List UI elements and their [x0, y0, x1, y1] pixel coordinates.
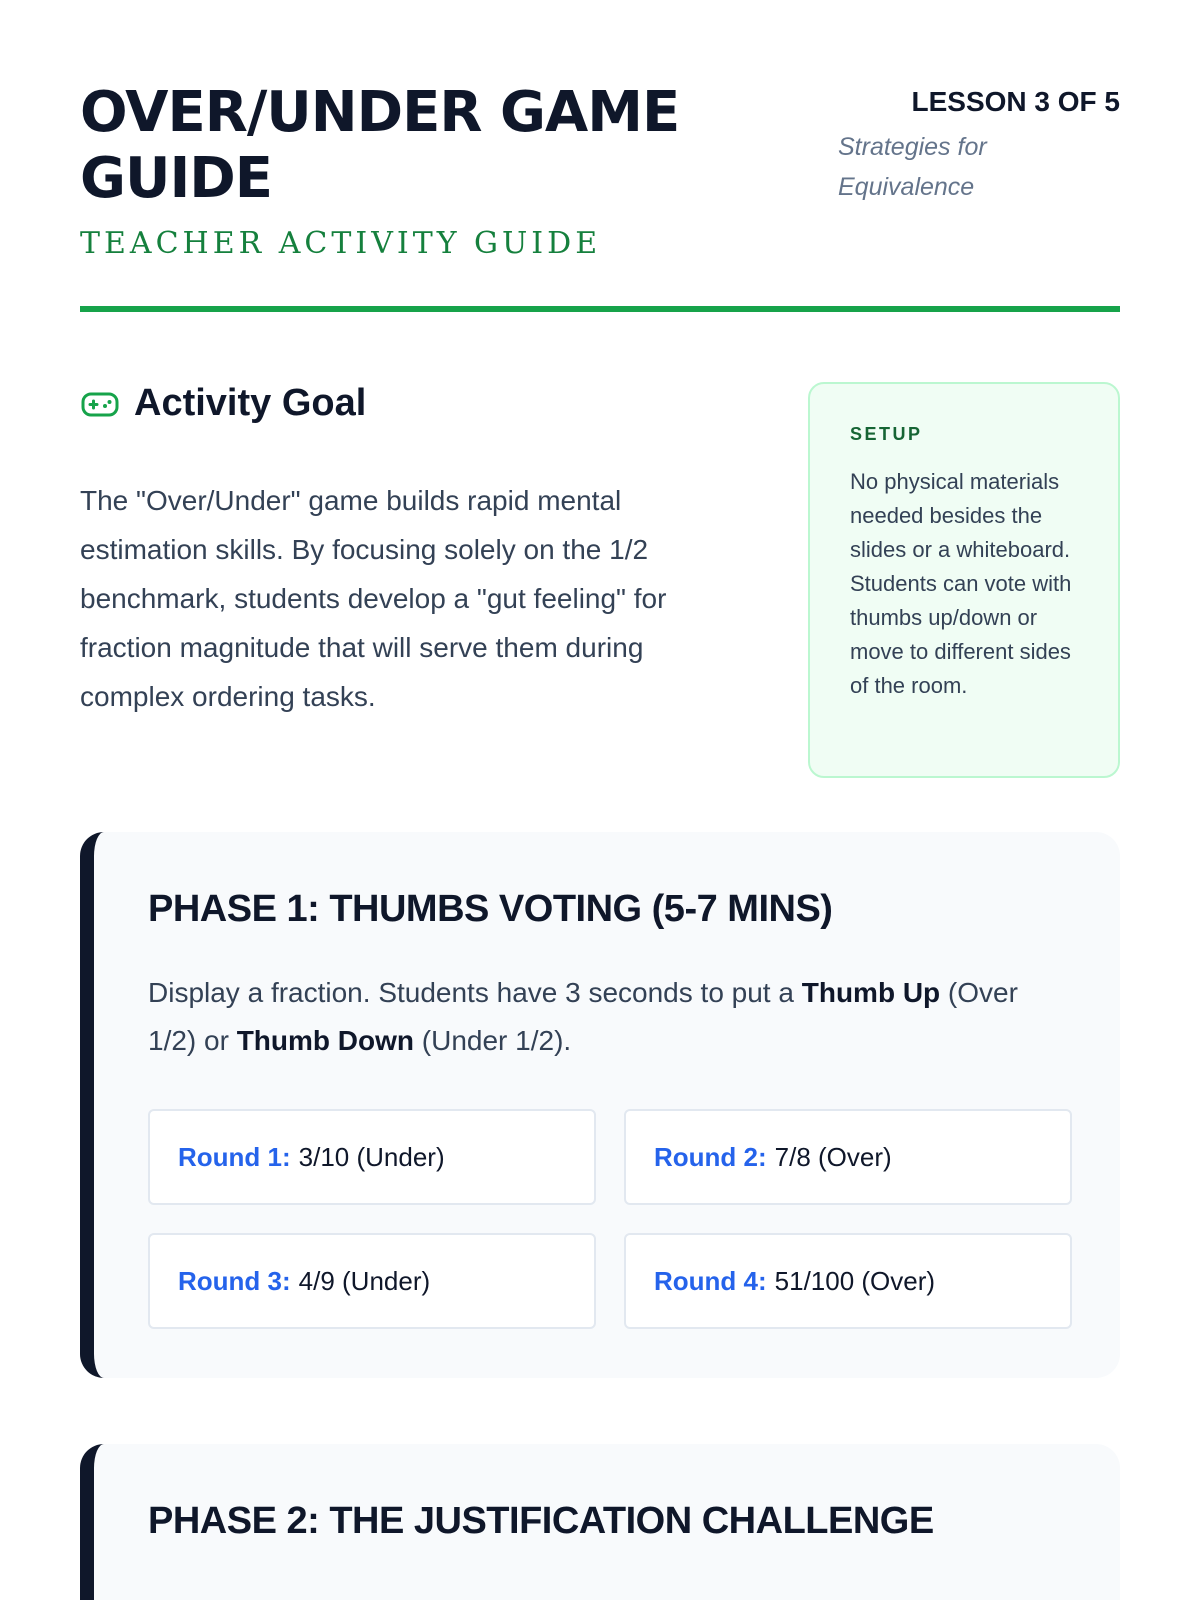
gamepad-icon [80, 384, 120, 424]
phase-1-desc-text: (Under 1/2). [414, 1025, 572, 1056]
lesson-number: LESSON 3 OF 5 [911, 86, 1120, 117]
phase-1-title: PHASE 1: THUMBS VOTING (5-7 MINS) [148, 888, 833, 930]
round-value: 51/100 (Over) [774, 1265, 936, 1296]
phase-1-desc-text: Display a fraction. Students have 3 seconds to put a [148, 977, 802, 1008]
phase-1-desc-text: (Over 1/2) or [148, 977, 1018, 1056]
round-card [624, 1109, 1072, 1205]
round-value: 3/10 (Under) [298, 1141, 445, 1172]
phase-2-title: PHASE 2: THE JUSTIFICATION CHALLENGE [148, 1500, 934, 1542]
activity-goal-heading [80, 382, 366, 425]
guide-header [80, 0, 1120, 312]
round-label: Round 4: [654, 1265, 767, 1296]
activity-goal-title: Activity Goal [134, 382, 367, 424]
phase-1-description [148, 969, 1066, 1065]
round-value: 7/8 (Over) [774, 1141, 892, 1172]
round-card [148, 1109, 596, 1205]
round-value: 4/9 (Under) [298, 1265, 431, 1296]
activity-goal-section [80, 312, 1120, 832]
round-card [148, 1233, 596, 1329]
round-label: Round 2: [654, 1141, 767, 1172]
setup-box [808, 382, 1120, 778]
thumb-up-term: Thumb Up [801, 977, 941, 1008]
setup-text: No physical materials needed besides the slides or a whiteboard. Students can vote with thumbs up/down or move to different sides of the room. [850, 469, 1072, 698]
round-label: Round 3: [178, 1265, 291, 1296]
thumb-down-term: Thumb Down [236, 1025, 414, 1056]
page-title: OVER/UNDER GAME GUIDE [80, 80, 680, 211]
rounds-grid [148, 1109, 1066, 1329]
activity-goal-text: The "Over/Under" game builds rapid mental estimation skills. By focusing solely on the 1/2 benchmark, students develop a "gut feeling" for fraction magnitude that will serve them during complex ordering tasks. [80, 485, 667, 712]
phase-1-card [80, 832, 1120, 1378]
setup-label: SETUP [850, 424, 923, 444]
round-card [624, 1233, 1072, 1329]
page-subtitle: TEACHER ACTIVITY GUIDE [80, 226, 602, 261]
round-label: Round 1: [178, 1141, 291, 1172]
lesson-topic: Strategies for Equivalence [838, 133, 987, 201]
phase-2-card [80, 1444, 1120, 1600]
